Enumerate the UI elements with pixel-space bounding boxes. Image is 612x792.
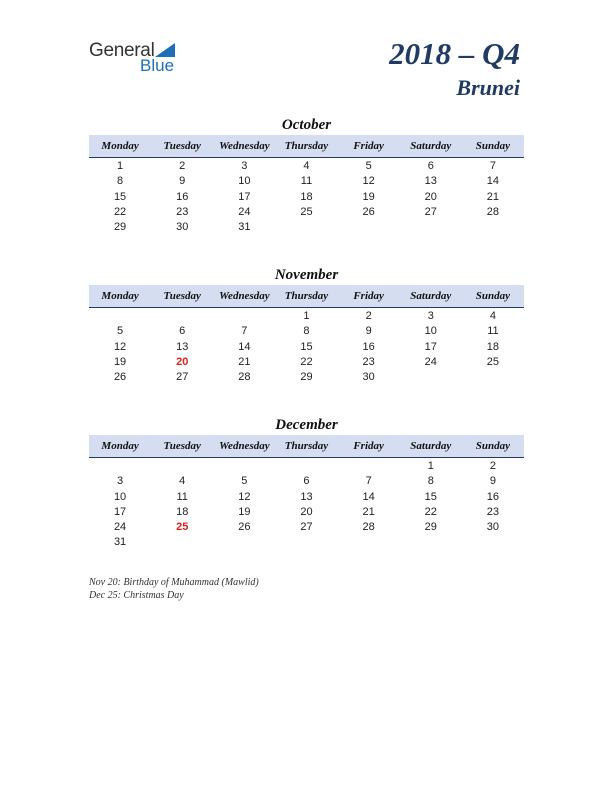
day-cell: 24 [424,355,437,368]
day-cell: 18 [176,505,189,518]
day-cell [213,535,275,550]
weekday-header [89,135,524,158]
day-cell [275,535,337,550]
day-cell: 17 [424,340,437,353]
day-grid [89,159,524,251]
weekday-label: Saturday [410,440,452,452]
month-november [89,266,524,385]
day-cell: 16 [486,490,500,503]
holiday-notes [89,576,259,602]
month-name: November [274,267,339,283]
weekday-label: Monday [101,440,139,452]
day-cell: 25 [486,355,500,368]
day-cell: 9 [365,325,372,338]
day-cell: 17 [238,190,251,203]
day-cell: 27 [300,521,313,534]
holiday-note: Nov 20: Birthday of Muhammad (Mawlid) [89,577,259,588]
day-cell: 14 [362,490,375,503]
day-cell: 16 [362,340,375,353]
weekday-label: Wednesday [219,140,270,152]
day-cell: 2 [489,460,496,472]
day-cell: 12 [238,490,251,503]
day-cell: 11 [487,325,499,338]
day-cell: 15 [424,490,437,503]
day-cell [462,220,524,235]
day-cell: 30 [486,521,500,534]
day-cell: 26 [238,521,251,534]
day-cell [275,220,337,235]
day-cell: 4 [303,160,310,172]
day-cell-holiday: 20 [176,355,189,368]
weekday-label: Friday [353,440,384,452]
logo-blue-text: Blue [140,56,175,75]
day-cell [338,459,400,474]
day-cell [213,459,275,474]
day-cell: 14 [486,175,500,188]
day-cell: 22 [424,505,437,518]
day-cell: 7 [365,475,372,488]
weekday-label: Wednesday [219,290,270,302]
day-cell: 4 [489,310,496,322]
weekday-label: Tuesday [163,290,201,302]
month-december [89,416,524,551]
day-cell: 26 [362,205,375,218]
day-cell: 8 [303,325,310,338]
day-cell [151,235,213,250]
logo [89,40,189,76]
day-cell: 28 [238,371,251,384]
day-cell [400,370,462,385]
weekday-label: Tuesday [163,440,201,452]
day-cell: 5 [241,475,248,488]
day-cell: 4 [179,475,186,488]
day-cell: 23 [176,205,189,218]
weekday-header [89,435,524,458]
day-cell: 15 [113,190,127,203]
day-cell: 9 [489,475,496,488]
day-cell: 3 [427,310,434,322]
weekday-label: Friday [353,290,384,302]
day-cell: 10 [113,490,127,503]
day-cell: 3 [241,160,248,172]
day-cell: 16 [176,190,189,203]
day-cell: 21 [486,190,500,203]
logo-triangle-icon [155,43,175,57]
day-cell: 31 [113,536,127,549]
day-cell: 5 [365,160,372,172]
day-cell: 20 [424,190,437,203]
day-cell [400,535,462,550]
weekday-label: Saturday [410,290,452,302]
day-cell [89,459,151,474]
weekday-header [89,285,524,308]
day-cell [400,220,462,235]
day-cell: 15 [300,340,313,353]
logo-general-text: General [89,40,155,61]
month-name: October [281,117,332,133]
day-cell: 12 [113,340,127,353]
day-cell [338,220,400,235]
day-cell: 10 [424,325,437,338]
day-cell: 11 [300,175,313,188]
day-cell: 27 [176,371,189,384]
day-cell: 1 [117,160,124,172]
day-cell: 5 [117,325,124,338]
day-cell: 23 [486,505,500,518]
day-cell: 26 [113,371,127,384]
day-cell: 6 [427,160,434,172]
day-cell: 21 [238,355,251,368]
day-cell: 29 [113,221,127,234]
day-cell: 31 [238,221,251,234]
day-cell: 23 [362,355,375,368]
day-cell: 14 [238,340,251,353]
day-cell: 11 [176,490,188,503]
day-cell [213,309,275,324]
weekday-label: Monday [101,140,139,152]
day-cell: 28 [362,521,375,534]
day-cell: 3 [117,475,124,488]
day-cell: 13 [300,490,313,503]
day-cell: 29 [424,521,437,534]
day-cell: 25 [300,205,313,218]
day-cell: 10 [238,175,251,188]
weekday-label: Thursday [284,440,329,452]
weekday-label: Sunday [475,440,511,452]
holiday-note: Dec 25: Christmas Day [89,590,184,601]
day-cell: 6 [303,475,310,488]
day-cell [89,235,151,250]
day-cell: 30 [176,221,189,234]
day-cell: 17 [113,505,127,518]
day-cell: 7 [489,160,496,172]
weekday-label: Tuesday [163,140,201,152]
weekday-label: Monday [101,290,139,302]
day-cell: 22 [113,205,127,218]
day-cell: 18 [300,190,313,203]
day-cell [151,309,213,324]
day-grid [89,309,524,385]
weekday-label: Saturday [410,140,452,152]
day-cell: 27 [424,205,437,218]
day-cell: 19 [362,190,375,203]
page-title: 2018 – Q4 [389,36,520,71]
day-cell: 1 [303,310,310,322]
day-cell [338,535,400,550]
month-october [89,116,524,251]
day-cell: 21 [362,505,375,518]
weekday-label: Thursday [284,290,329,302]
day-cell [275,459,337,474]
day-cell: 13 [424,175,437,188]
day-cell: 28 [486,205,500,218]
day-cell: 12 [362,175,375,188]
day-cell [462,535,524,550]
month-name: December [275,417,338,433]
weekday-label: Wednesday [219,440,270,452]
day-grid [89,459,524,551]
weekday-label: Sunday [475,290,511,302]
day-cell: 18 [486,340,500,353]
day-cell: 9 [179,175,186,188]
day-cell: 8 [427,475,434,488]
day-cell: 20 [300,505,313,518]
day-cell: 19 [238,505,251,518]
day-cell: 2 [365,310,372,322]
day-cell: 2 [179,160,186,172]
day-cell [89,309,151,324]
day-cell [151,459,213,474]
day-cell: 30 [362,371,375,384]
day-cell: 19 [113,355,127,368]
weekday-label: Friday [353,140,384,152]
day-cell: 24 [238,205,251,218]
day-cell: 1 [427,460,434,472]
day-cell: 8 [117,175,124,188]
weekday-label: Sunday [475,140,511,152]
day-cell: 7 [241,325,248,338]
day-cell: 6 [179,325,186,338]
day-cell: 22 [300,355,313,368]
day-cell [462,370,524,385]
day-cell: 13 [176,340,189,353]
country-name: Brunei [456,75,520,100]
day-cell: 29 [300,371,313,384]
day-cell [151,535,213,550]
day-cell-holiday: 25 [176,521,189,534]
day-cell: 24 [113,521,127,534]
weekday-label: Thursday [284,140,329,152]
